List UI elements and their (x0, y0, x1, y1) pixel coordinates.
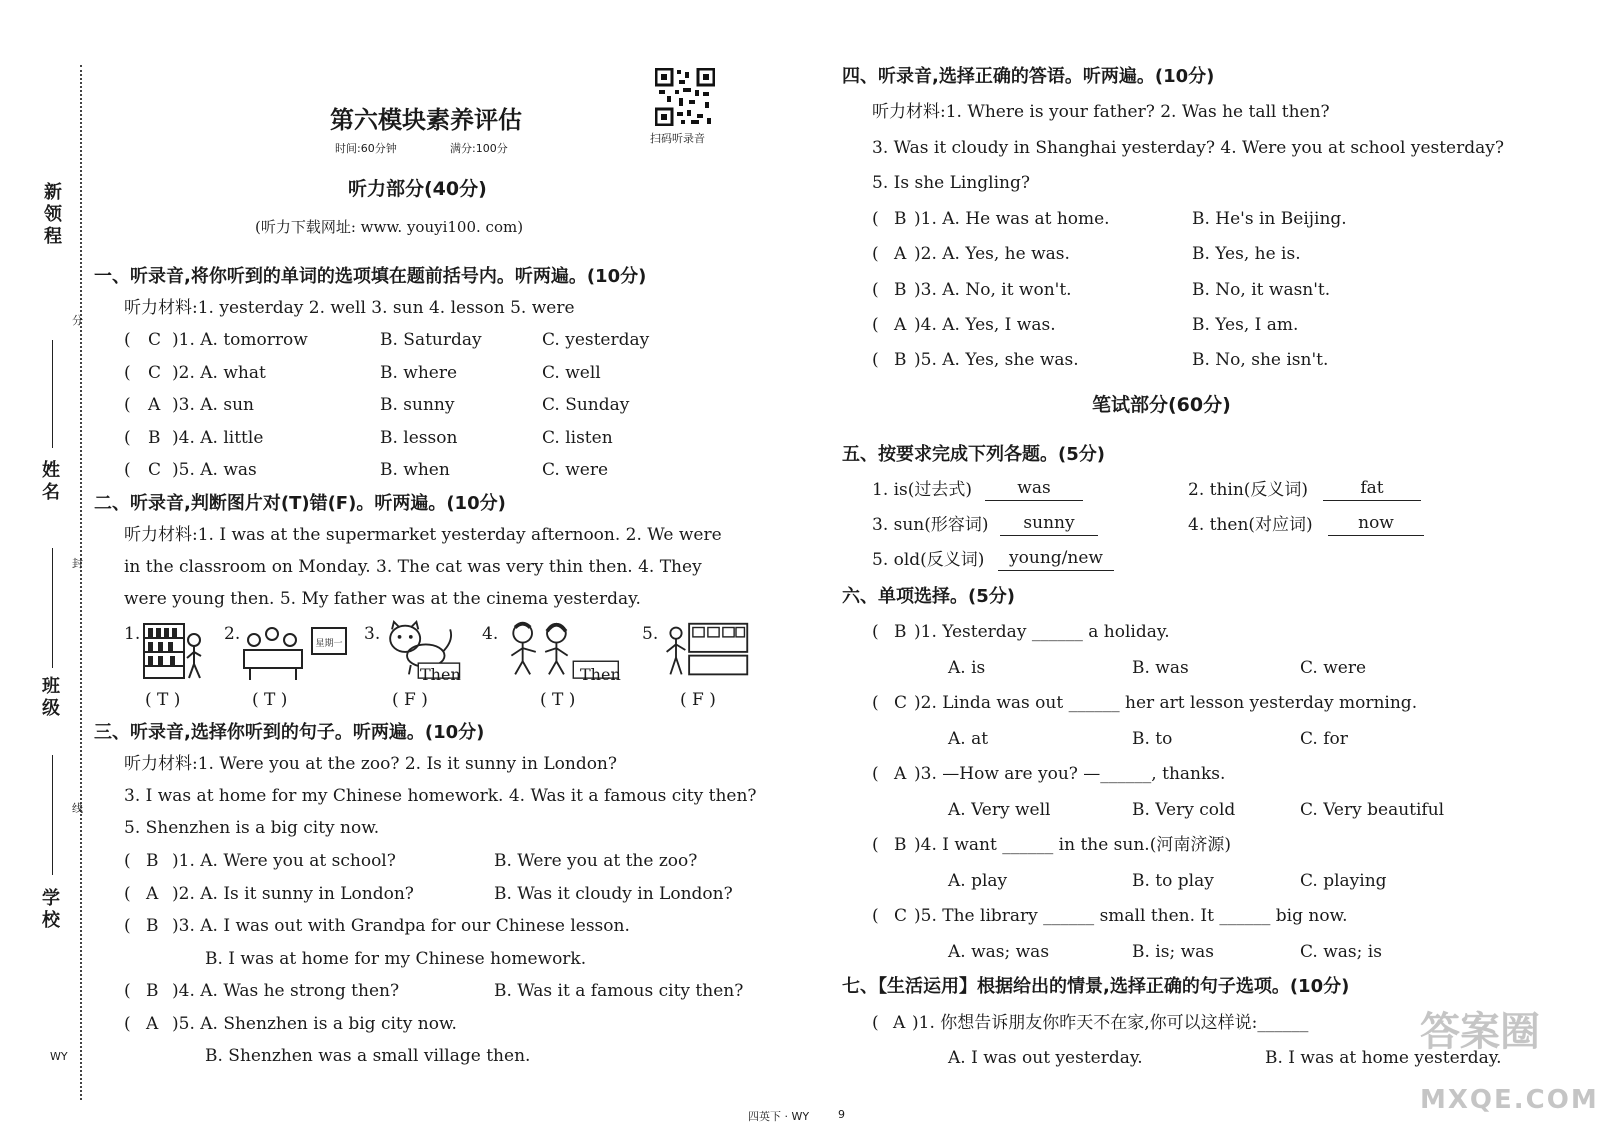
answer-letter: A (146, 883, 159, 904)
answer-letter: B (894, 835, 907, 855)
full-score: 满分:100分 (450, 142, 508, 155)
option-c: C. listen (542, 427, 613, 448)
s7-q1-answer: A (893, 1013, 906, 1033)
option-b: B. Yes, he is. (1192, 244, 1301, 265)
option-a: )4. A. Was he strong then? (172, 981, 400, 1001)
fill-blank[interactable] (998, 570, 1114, 571)
option-c: C. Very beautiful (1300, 800, 1445, 820)
answer-letter: B (894, 209, 907, 229)
option-a: )5. A. Shenzhen is a big city now. (172, 1013, 457, 1034)
pic-4-number: 4. (482, 624, 499, 644)
fill-question: 4. then(对应词) (1188, 515, 1313, 535)
pic-5-number: 5. (642, 624, 659, 644)
class-blank (52, 548, 53, 668)
option-c: C. well (542, 362, 601, 383)
margin-code: WY (50, 1050, 68, 1063)
answer-letter: C (894, 693, 908, 713)
s1-title: 一、听录音,将你听到的单词的选项填在题前括号内。听两遍。(10分) (94, 266, 647, 287)
answer-paren: ( (872, 693, 879, 713)
s2-title: 二、听录音,判断图片对(T)错(F)。听两遍。(10分) (94, 493, 506, 514)
option-a: A. was; was (948, 942, 1050, 962)
footer-code: 四英下 · WY (748, 1110, 810, 1123)
option-c: C. were (1300, 658, 1367, 678)
answer-letter: B (894, 350, 907, 371)
fill-question: 3. sun(形容词) (872, 515, 989, 535)
answer-letter: C (148, 330, 162, 350)
classroom-picture (240, 622, 350, 682)
option-c: C. yesterday (542, 330, 650, 350)
fill-question: 1. is(过去式) (872, 480, 973, 500)
option-a: A. Very well (948, 800, 1051, 820)
question-text: )4. I want ______ in the sun.(河南济源) (914, 835, 1231, 855)
option-a: )2. A. what (172, 362, 266, 383)
s3-title: 三、听录音,选择你听到的句子。听两遍。(10分) (94, 722, 485, 743)
page-number: 9 (838, 1108, 845, 1121)
option-b: B. where (380, 362, 458, 383)
s7-q1-option-b: B. I was at home yesterday. (1265, 1048, 1502, 1068)
seal-score: 分 (72, 314, 83, 327)
option-c: C. was; is (1300, 942, 1382, 962)
answer-letter: B (146, 851, 159, 871)
answer-paren: ( (124, 981, 131, 1001)
answer-paren: ( (872, 314, 879, 335)
s4-material-3: 5. Is she Lingling? (872, 173, 1030, 193)
pic-2-answer: ( T ) (252, 690, 288, 710)
option-a: A. at (948, 729, 989, 749)
s3-material-3: 5. Shenzhen is a big city now. (124, 818, 380, 838)
option-b: B. Very cold (1132, 800, 1236, 820)
option-b: B. is; was (1132, 942, 1215, 962)
watermark-top: 答案圈 (1420, 1009, 1540, 1055)
fill-answer: was (1017, 478, 1051, 498)
answer-letter: A (894, 244, 907, 265)
s2-material-2: in the classroom on Monday. 3. The cat was very thin then. 4. They (124, 557, 702, 577)
option-b: B. Yes, I am. (1192, 314, 1299, 335)
option-a: A. is (948, 658, 986, 678)
watermark-bottom: MXQE.COM (1420, 1085, 1599, 1115)
fill-blank[interactable] (1328, 535, 1424, 536)
option-c: C. were (542, 460, 609, 480)
answer-paren: ( (872, 622, 879, 642)
option-a: )4. A. Yes, I was. (914, 314, 1056, 335)
option-a: )4. A. little (172, 427, 264, 448)
pic-1-answer: ( T ) (145, 690, 181, 710)
s4-title: 四、听录音,选择正确的答语。听两遍。(10分) (842, 66, 1215, 87)
name-label: 姓名 (39, 460, 60, 504)
option-c: C. playing (1300, 871, 1387, 891)
question-text: )2. Linda was out ______ her art lesson yesterday morning. (914, 693, 1418, 713)
board-text: 星期一 (315, 639, 343, 649)
option-b: B. Was it a famous city then? (494, 981, 744, 1001)
answer-letter: B (146, 916, 159, 936)
school-blank (52, 755, 53, 875)
pic-5-answer: ( F ) (680, 690, 716, 710)
answer-paren: ( (872, 764, 879, 784)
option-b: B. No, it wasn't. (1192, 279, 1331, 300)
answer-paren: ( (124, 883, 131, 904)
fill-blank[interactable] (1323, 500, 1421, 501)
fill-question: 2. thin(反义词) (1188, 480, 1309, 500)
fill-blank[interactable] (1000, 535, 1098, 536)
option-b: B. Shenzhen was a small village then. (205, 1046, 531, 1066)
s4-material-2: 3. Was it cloudy in Shanghai yesterday? 4. Were you at school yesterday? (872, 138, 1504, 158)
written-heading: 笔试部分(60分) (1092, 394, 1231, 416)
option-a: )2. A. Is it sunny in London? (172, 883, 414, 904)
s4-material-1: 听力材料:1. Where is your father? 2. Was he tall then? (872, 102, 1330, 122)
option-b: B. No, she isn't. (1192, 350, 1329, 371)
option-b: B. Was it cloudy in London? (494, 883, 733, 904)
question-text: )5. The library ______ small then. It ______ big now. (914, 906, 1348, 926)
fill-blank[interactable] (985, 500, 1083, 501)
answer-paren: ( (872, 835, 879, 855)
answer-paren: ( (124, 1013, 131, 1034)
s3-material-2: 3. I was at home for my Chinese homework. 4. Was it a famous city then? (124, 786, 757, 806)
listening-heading: 听力部分(40分) (348, 178, 487, 200)
time-limit: 时间:60分钟 (335, 142, 397, 155)
answer-paren: ( (872, 209, 879, 229)
page-title: 第六模块素养评估 (330, 106, 522, 134)
school-label: 学校 (39, 888, 60, 932)
pic-3-number: 3. (364, 624, 381, 644)
answer-letter: C (148, 460, 162, 480)
option-b: B. when (380, 460, 450, 480)
qr-caption: 扫码听录音 (650, 132, 705, 145)
answer-paren: ( (872, 906, 879, 926)
name-blank (52, 340, 53, 448)
answer-paren: ( (872, 350, 879, 371)
pic-3-answer: ( F ) (392, 690, 428, 710)
fill-answer: now (1358, 513, 1394, 533)
fill-question: 5. old(反义词) (872, 550, 985, 570)
option-a: )1. A. tomorrow (172, 330, 308, 350)
option-b: B. I was at home for my Chinese homework. (205, 948, 587, 969)
pic-4-answer: ( T ) (540, 690, 576, 710)
option-b: B. Saturday (380, 330, 482, 350)
s5-title: 五、按要求完成下列各题。(5分) (842, 444, 1105, 465)
answer-letter: B (894, 279, 907, 300)
option-a: )3. A. No, it won't. (914, 279, 1072, 300)
question-text: )1. Yesterday ______ a holiday. (914, 622, 1170, 642)
answer-paren: ( (124, 362, 131, 383)
cinema-picture (658, 620, 754, 680)
fill-answer: sunny (1023, 513, 1075, 533)
option-a: )1. A. Were you at school? (172, 851, 396, 871)
option-c: C. Sunday (542, 395, 630, 415)
s3-material-1: 听力材料:1. Were you at the zoo? 2. Is it sunny in London? (124, 754, 617, 774)
fill-answer: fat (1360, 478, 1384, 498)
class-label: 班级 (39, 676, 60, 720)
option-b: B. to (1132, 729, 1173, 749)
option-a: )3. A. I was out with Grandpa for our Chinese lesson. (172, 916, 630, 936)
supermarket-picture (140, 622, 204, 682)
option-a: A. play (948, 871, 1008, 891)
option-a: )5. A. Yes, she was. (914, 350, 1079, 371)
fill-answer: young/new (1009, 548, 1103, 568)
option-a: )2. A. Yes, he was. (914, 244, 1070, 265)
answer-paren: ( (872, 279, 879, 300)
s7-title: 七、【生活运用】根据给出的情景,选择正确的句子选项。(10分) (842, 976, 1350, 997)
brand-label: 新领程 (41, 182, 62, 248)
option-b: B. to play (1132, 871, 1214, 891)
answer-letter: C (148, 362, 162, 383)
answer-paren: ( (872, 244, 879, 265)
option-a: )5. A. was (172, 460, 257, 480)
binding-dotted-line (80, 65, 82, 1100)
qr-code-icon[interactable] (655, 68, 715, 126)
download-url[interactable]: (听力下载网址: www. youyi100. com) (255, 218, 524, 236)
answer-paren: ( (124, 851, 131, 871)
answer-letter: B (148, 427, 161, 448)
pic-3-tag: Then (420, 665, 461, 684)
seal-feng: 封 (72, 557, 83, 570)
answer-paren: ( (124, 460, 131, 480)
question-text: )3. —How are you? —______, thanks. (914, 764, 1226, 784)
answer-letter: B (146, 981, 159, 1001)
answer-paren: ( (124, 427, 131, 448)
answer-paren: ( (124, 395, 131, 415)
s7-q1-question: )1. 你想告诉朋友你昨天不在家,你可以这样说:______ (912, 1013, 1309, 1033)
answer-paren: ( (124, 916, 131, 936)
pic-2-number: 2. (224, 624, 241, 644)
seal-xian: 线 (72, 802, 83, 815)
answer-letter: A (894, 314, 907, 335)
s1-material: 听力材料:1. yesterday 2. well 3. sun 4. lesson 5. were (124, 298, 575, 318)
answer-letter: C (894, 906, 908, 926)
answer-letter: A (148, 395, 161, 415)
s2-material-1: 听力材料:1. I was at the supermarket yesterday afternoon. 2. We were (124, 525, 722, 545)
option-b: B. sunny (380, 395, 455, 415)
answer-letter: B (894, 622, 907, 642)
s6-title: 六、单项选择。(5分) (842, 586, 1015, 607)
option-a: )1. A. He was at home. (914, 209, 1110, 229)
s2-material-3: were young then. 5. My father was at the cinema yesterday. (124, 589, 641, 609)
option-b: B. was (1132, 658, 1189, 678)
option-a: )3. A. sun (172, 395, 254, 415)
pic-4-tag: Then (580, 665, 621, 684)
answer-paren: ( (124, 330, 131, 350)
answer-letter: A (146, 1013, 159, 1034)
answer-letter: A (894, 764, 907, 784)
option-c: C. for (1300, 729, 1348, 749)
s7-q1-option-a: A. I was out yesterday. (948, 1048, 1143, 1068)
option-b: B. Were you at the zoo? (494, 851, 698, 871)
option-b: B. He's in Beijing. (1192, 209, 1347, 229)
option-b: B. lesson (380, 427, 458, 448)
s7-open-paren: ( (872, 1013, 879, 1033)
pic-1-number: 1. (124, 624, 141, 644)
